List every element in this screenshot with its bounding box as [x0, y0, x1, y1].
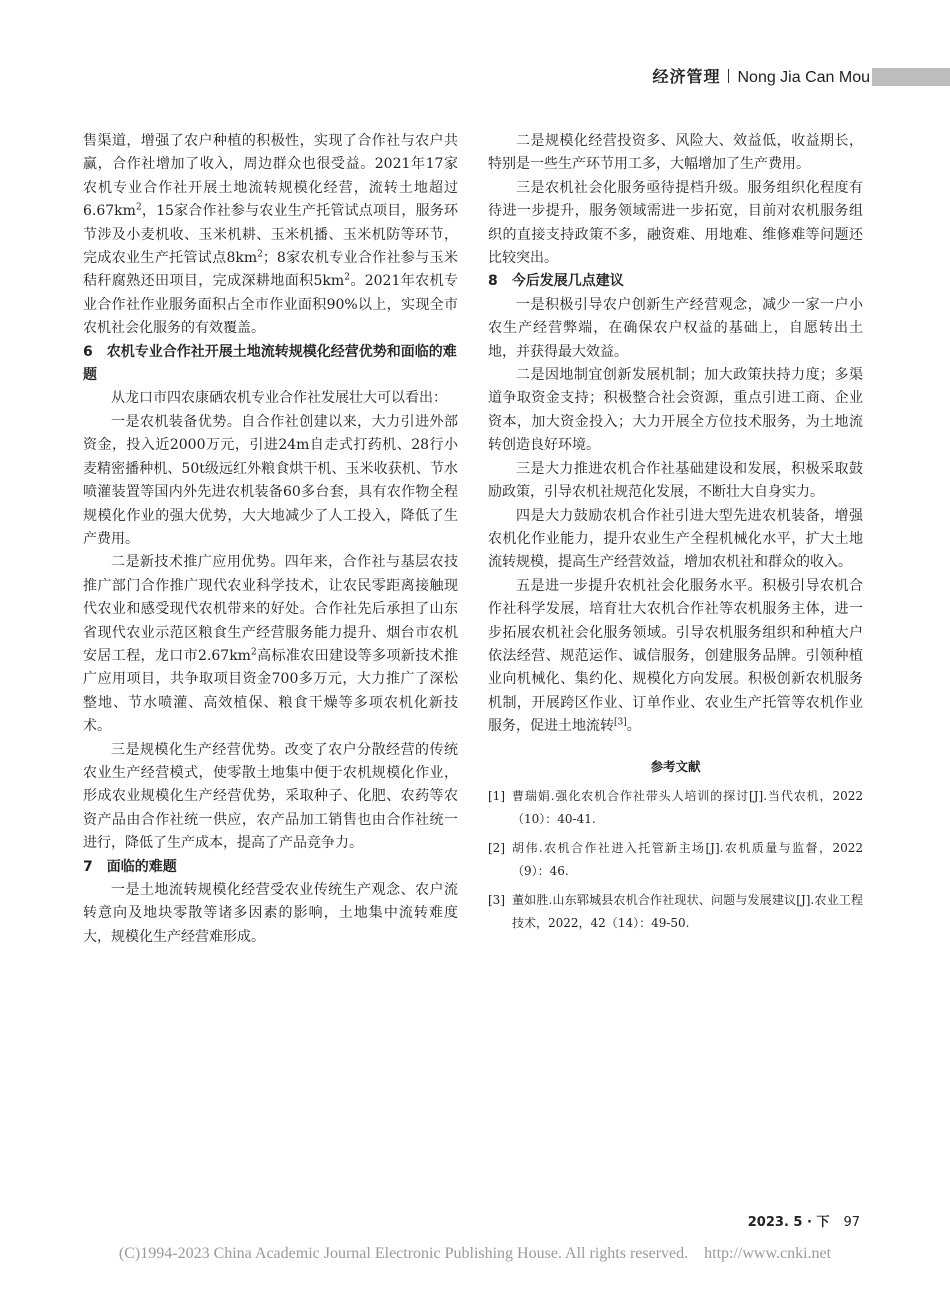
references-heading: 参考文献 — [650, 758, 701, 774]
paragraph: 二是新技术推广应用优势。四年来，合作社与基层农技推广部门合作推广现代农业科学技术，让农民零距离接触现代农业和感受现代农机带来的好处。合作社先后承担了山东省现代农业示范区粮食生产经营服务能力提升、烟台市农机安居工程，龙口市$2.67km^2$高标准农田建设等多项新技术推广应用项目，共争取项目资金700多万元，大力推广了深松整地、节水喷灌、高效植保、粮食干燥等多项农机化新技术。 — [83, 554, 459, 735]
references-list — [488, 785, 863, 935]
paragraph: 三是大力推进农机合作社基础建设和发展，积极采取鼓励政策，引导农机社规范化发展，不断壮大自身实力。 — [488, 460, 863, 501]
right-column — [488, 130, 863, 941]
page-number: 97 — [843, 1215, 860, 1230]
reference-item — [488, 837, 863, 883]
reference-text: 胡伟.农机合作社进入托管新主场[J].农机质量与监督，2022（9）：46. — [512, 840, 863, 878]
paragraph: 二是规模化经营投资多、风险大、效益低，收益期长，特别是一些生产环节用工多，大幅增加了生产费用。 — [488, 133, 863, 173]
paragraph: 一是土地流转规模化经营受农业传统生产观念、农户流转意向及地块零散等诸多因素的影响，土地集中流转难度大，规模化生产经营难形成。 — [83, 882, 458, 945]
section-heading: 6 农机专业合作社开展土地流转规模化经营优势和面临的难题 — [83, 343, 457, 384]
paragraph: 五是进一步提升农机社会化服务水平。积极引导农机合作社科学发展，培育壮大农机合作社等农机服务主体，进一步拓展农机社会化服务领域。引导农机服务组织和种植大户依法经营、规范运作、诚信服务，创建服务品牌。引领种植业向机械化、集约化、规模化方向发展。积极创新农机服务机制，开展跨区作业、订单作业、农业生产托管等农机作业服务，促进土地流转[3]。 — [488, 577, 863, 735]
header-gray-bar — [872, 68, 950, 86]
copyright-notice: (C)1994-2023 China Academic Journal Electronic Publishing House. All rights reserved. http://www.cnki.net — [118, 1245, 832, 1262]
header-journal: Nong Jia Can Mou — [737, 69, 870, 86]
left-column — [83, 130, 458, 949]
reference-item — [488, 889, 863, 935]
paragraph: 一是积极引导农户创新生产经营观念，减少一家一户小农生产经营弊端，在确保农户权益的基础上，自愿转出土地，并获得最大效益。 — [488, 296, 863, 360]
header-title — [652, 66, 870, 89]
header-separator — [728, 69, 729, 83]
paragraph: 三是规模化生产经营优势。改变了农户分散经营的传统农业生产经营模式，使零散土地集中便于农机规模化作业，形成农业规模化生产经营优势，采取种子、化肥、农药等农资产品由合作社统一供应，农产品加工销售也由合作社统一进行，降低了生产成本，提高了产品竞争力。 — [83, 741, 458, 852]
paragraph: 一是农机装备优势。自合作社创建以来，大力引进外部资金，投入近2000万元，引进24m自走式打药机、28行小麦精密播种机、50t级远红外粮食烘干机、玉米收获机、节水喷灌装置等国内外先进农机装备60多台套，具有农作物全程规模化作业的强大优势，大大地减少了人工投入，降低了生产费用。 — [83, 413, 458, 547]
reference-item — [488, 785, 863, 831]
reference-number: [2] — [488, 840, 505, 855]
header-section: 经济管理 — [652, 67, 721, 86]
reference-number: [1] — [488, 788, 505, 803]
page-footer — [748, 1211, 860, 1230]
section-heading: 8 今后发展几点建议 — [488, 273, 624, 290]
reference-text: 董如胜.山东郓城县农机合作社现状、问题与发展建议[J].农业工程技术，2022，42（14）：49-50. — [512, 892, 863, 930]
section-heading: 7 面临的难题 — [83, 858, 177, 875]
issue-label: 2023. 5 · 下 — [747, 1215, 830, 1230]
paragraph: 售渠道，增强了农户种植的积极性，实现了合作社与农户共赢，合作社增加了收入，周边群众也很受益。2021年17家农机专业合作社开展土地流转规模化经营，流转土地超过$6.67km^2$，15家合作社参与农业生产托管试点项目，服务环节涉及小麦机收、玉米机耕、玉米机播、玉米机防等环节，完成农业生产托管试点$8km^2$；8家农机专业合作社参与玉米秸秆腐熟还田项目，完成深耕地面积$5km^2$。2021年农机专业合作社作业服务面积占全市作业面积90%以上，实现全市农机社会化服务的有效覆盖。 — [83, 133, 458, 337]
running-header — [620, 66, 950, 88]
paragraph: 四是大力鼓励农机合作社引进大型先进农机装备，增强农机化作业能力，提升农业生产全程机械化水平，扩大土地流转规模，提高生产经营效益，增加农机社和群众的收入。 — [488, 507, 863, 571]
paragraph: 三是农机社会化服务亟待提档升级。服务组织化程度有待进一步提升，服务领域需进一步拓宽，目前对农机服务组织的直接支持政策不多，融资难、用地难、维修难等问题还比较突出。 — [488, 179, 863, 267]
paragraph: 二是因地制宜创新发展机制；加大政策扶持力度；多渠道争取资金支持；积极整合社会资源，重点引进工商、企业资本，加大资金投入；大力开展全方位技术服务，为土地流转创造良好环境。 — [488, 367, 863, 454]
reference-number: [3] — [488, 892, 505, 907]
reference-text: 曹瑞娟.强化农机合作社带头人培训的探讨[J].当代农机，2022（10）：40-41. — [512, 788, 863, 826]
paragraph: 从龙口市四农康硒农机专业合作社发展壮大可以看出： — [111, 390, 447, 407]
right-column-body — [488, 130, 863, 739]
